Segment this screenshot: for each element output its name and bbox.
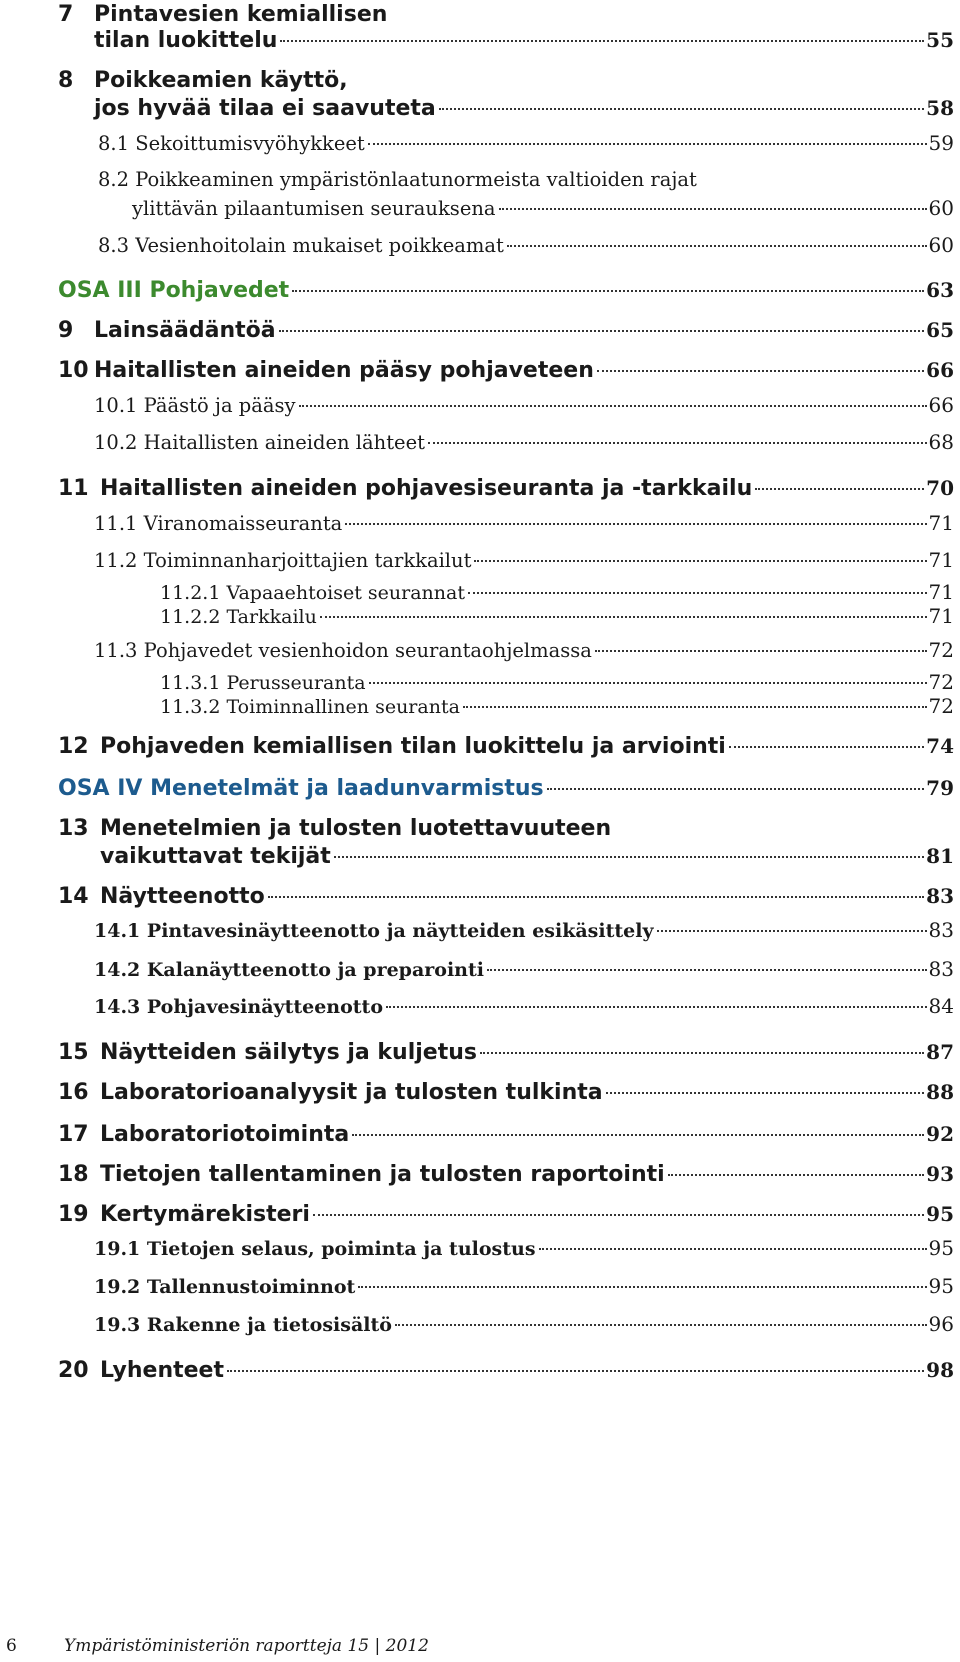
toc-page-number: 74 <box>926 734 954 758</box>
leader-dots <box>755 488 924 490</box>
leader-dots <box>227 1370 924 1372</box>
toc-chapter-title: Kertymärekisteri <box>100 1202 310 1227</box>
toc-entry-8-title: jos hyvää tilaa ei saavuteta <box>94 96 436 121</box>
toc-page-number: 81 <box>926 844 954 868</box>
toc-chapter-title: Lyhenteet <box>100 1358 224 1383</box>
toc-section-title: Pohjavesinäytteenotto <box>146 996 384 1018</box>
toc-chapter-number: 9 <box>58 318 74 343</box>
leader-dots <box>499 208 927 210</box>
toc-page-number: 71 <box>928 580 954 604</box>
toc-page-number: 65 <box>926 318 954 342</box>
toc-entry-16[interactable] <box>58 1080 954 1105</box>
toc-page-number: 70 <box>926 476 954 500</box>
leader-dots <box>439 108 924 110</box>
toc-page-number: 79 <box>926 776 954 800</box>
toc-page-number: 58 <box>926 96 954 120</box>
toc-chapter-number: 19 <box>58 1202 89 1227</box>
toc-page-number: 72 <box>928 694 954 718</box>
leader-dots <box>280 40 924 42</box>
toc-page-number: 88 <box>926 1080 954 1104</box>
toc-section-number: 14.3 <box>94 996 141 1018</box>
leader-dots <box>299 405 927 407</box>
leader-dots <box>468 592 927 594</box>
toc-page-number: 83 <box>926 884 954 908</box>
leader-dots <box>320 616 927 618</box>
toc-section-number: 19.3 <box>94 1314 141 1336</box>
toc-section-number: 8.3 <box>98 234 130 257</box>
toc-entry-14-2[interactable] <box>94 957 954 981</box>
toc-subsection-number: 11.3.1 <box>160 672 221 694</box>
toc-chapter-number: 10 <box>58 358 89 383</box>
toc-page-number: 55 <box>926 28 954 52</box>
toc-entry-11-3-1[interactable] <box>160 670 954 694</box>
leader-dots <box>292 290 924 292</box>
toc-section-title: Kalanäytteenotto ja preparointi <box>146 959 484 981</box>
leader-dots <box>313 1214 924 1216</box>
leader-dots <box>539 1248 927 1250</box>
toc-entry-13-line1: 13 Menetelmien ja tulosten luotettavuuteen <box>58 816 612 841</box>
leader-dots <box>463 706 927 708</box>
toc-section-number: 14.1 <box>94 920 141 942</box>
toc-page-number: 71 <box>928 604 954 628</box>
toc-subsection-title: Perusseuranta <box>226 672 366 694</box>
toc-section-title: Sekoittumisvyöhykkeet <box>135 132 365 155</box>
toc-entry-19-1[interactable] <box>94 1236 954 1260</box>
toc-page-number: 83 <box>928 918 954 942</box>
leader-dots <box>352 1134 924 1136</box>
part-heading: OSA III Pohjavedet <box>58 278 290 303</box>
toc-entry-7-title: tilan luokittelu <box>94 28 278 53</box>
leader-dots <box>547 788 925 790</box>
toc-entry-11-1[interactable] <box>94 511 954 535</box>
toc-section-title: Rakenne ja tietosisältö <box>146 1314 392 1336</box>
part-heading: OSA IV Menetelmät ja laadunvarmistus <box>58 776 544 801</box>
toc-entry-7-line1: 7 Pintavesien kemiallisen <box>58 2 388 27</box>
toc-page-number: 71 <box>928 548 954 572</box>
toc-chapter-number: 17 <box>58 1122 89 1147</box>
toc-entry-17[interactable] <box>58 1122 954 1147</box>
leader-dots <box>386 1006 927 1008</box>
toc-chapter-title: Haitallisten aineiden pohjavesiseuranta ja -tarkkailu <box>100 476 753 501</box>
toc-section-number: 11.2 <box>94 549 138 572</box>
toc-section-title: Tietojen selaus, poiminta ja tulostus <box>146 1238 536 1260</box>
toc-entry-11-2-1[interactable] <box>160 580 954 604</box>
toc-section-title: ylittävän pilaantumisen seurauksena <box>132 197 496 220</box>
leader-dots <box>368 143 927 145</box>
leader-dots <box>668 1174 924 1176</box>
toc-entry-10-1[interactable] <box>94 393 954 417</box>
toc-page-number: 93 <box>926 1162 954 1186</box>
toc-entry-19-3[interactable] <box>94 1312 954 1336</box>
toc-section-title: Toiminnanharjoittajien tarkkailut <box>143 549 472 572</box>
toc-entry-8-line1: 8 Poikkeamien käyttö, <box>58 68 348 93</box>
toc-section-number: 19.1 <box>94 1238 141 1260</box>
toc-page-number: 59 <box>928 131 954 155</box>
leader-dots <box>395 1324 927 1326</box>
toc-chapter-title: Näytteiden säilytys ja kuljetus <box>100 1040 477 1065</box>
leader-dots <box>507 245 927 247</box>
leader-dots <box>345 523 926 525</box>
toc-entry-7[interactable] <box>94 28 954 53</box>
toc-section-number: 11.3 <box>94 639 138 662</box>
toc-chapter-title: Laboratoriotoiminta <box>100 1122 350 1147</box>
toc-subsection-title: Vapaaehtoiset seurannat <box>226 582 465 604</box>
toc-entry-8[interactable] <box>94 96 954 121</box>
toc-subsection-number: 11.3.2 <box>160 696 221 718</box>
toc-entry-11-3-2[interactable] <box>160 694 954 718</box>
toc-entry-14[interactable] <box>58 884 954 909</box>
toc-section-title: Haitallisten aineiden lähteet <box>143 431 425 454</box>
toc-entry-20[interactable] <box>58 1358 954 1383</box>
toc-section-number: 8.1 <box>98 132 130 155</box>
toc-page-number: 95 <box>928 1274 954 1298</box>
footer-publication: Ympäristöministeriön raportteja 15 | 2012 <box>64 1636 429 1656</box>
toc-page-number: 63 <box>926 278 954 302</box>
toc-entry-14-1[interactable] <box>94 918 954 942</box>
toc-chapter-title: Laboratorioanalyysit ja tulosten tulkinta <box>100 1080 603 1105</box>
toc-chapter-number: 12 <box>58 734 89 759</box>
toc-page-number: 72 <box>928 670 954 694</box>
toc-entry-8-1[interactable] <box>98 131 954 155</box>
toc-entry-19-2[interactable] <box>94 1274 954 1298</box>
toc-chapter-title: Näytteenotto <box>100 884 265 909</box>
toc-entry-8-2[interactable] <box>132 196 954 220</box>
toc-section-number: 14.2 <box>94 959 141 981</box>
toc-page-number: 96 <box>928 1312 954 1336</box>
toc-chapter-title: Tietojen tallentaminen ja tulosten raportointi <box>100 1162 665 1187</box>
toc-page-number: 66 <box>926 358 954 382</box>
toc-section-number: 19.2 <box>94 1276 141 1298</box>
toc-entry-8-2-line1: 8.2 Poikkeaminen ympäristönlaatunormeista valtioiden rajat <box>98 168 697 191</box>
footer-page-number: 6 <box>6 1636 17 1656</box>
toc-page-number: 92 <box>926 1122 954 1146</box>
toc-subsection-number: 11.2.2 <box>160 606 221 628</box>
toc-entry-18[interactable] <box>58 1162 954 1187</box>
toc-entry-10-2[interactable] <box>94 430 954 454</box>
toc-chapter-number: 14 <box>58 884 89 909</box>
toc-entry-13[interactable] <box>100 844 954 869</box>
toc-section-number: 10.1 <box>94 394 138 417</box>
toc-page-number: 87 <box>926 1040 954 1064</box>
toc-section-title: Pintavesinäytteenotto ja näytteiden esikäsittely <box>146 920 654 942</box>
leader-dots <box>729 746 924 748</box>
toc-entry-8-3[interactable] <box>98 233 954 257</box>
toc-subsection-number: 11.2.1 <box>160 582 221 604</box>
leader-dots <box>657 930 927 932</box>
toc-page-number: 60 <box>928 196 954 220</box>
toc-chapter-number: 20 <box>58 1358 89 1383</box>
toc-chapter-number: 11 <box>58 476 89 501</box>
toc-entry-14-3[interactable] <box>94 994 954 1018</box>
leader-dots <box>279 330 925 332</box>
toc-chapter-number: 16 <box>58 1080 89 1105</box>
leader-dots <box>595 650 927 652</box>
toc-entry-15[interactable] <box>58 1040 954 1065</box>
toc-page-number: 68 <box>928 430 954 454</box>
toc-section-title: Tallennustoiminnot <box>146 1276 356 1298</box>
toc-entry-12[interactable] <box>58 734 954 759</box>
toc-chapter-title: Lainsäädäntöä <box>94 318 276 343</box>
toc-part-iv[interactable] <box>58 776 954 801</box>
leader-dots <box>428 442 927 444</box>
toc-section-title: Viranomaisseuranta <box>143 512 343 535</box>
leader-dots <box>480 1052 924 1054</box>
toc-entry-19[interactable] <box>58 1202 954 1227</box>
leader-dots <box>606 1092 925 1094</box>
toc-subsection-title: Toiminnallinen seuranta <box>226 696 460 718</box>
leader-dots <box>268 896 924 898</box>
toc-entry-11-3[interactable] <box>94 638 954 662</box>
leader-dots <box>597 370 924 372</box>
toc-section-title: Pohjavedet vesienhoidon seurantaohjelmassa <box>143 639 592 662</box>
page-footer <box>0 1636 960 1662</box>
leader-dots <box>487 969 927 971</box>
toc-page-number: 71 <box>928 511 954 535</box>
toc-entry-10[interactable] <box>58 358 954 383</box>
toc-page-number: 72 <box>928 638 954 662</box>
toc-chapter-title: Pohjaveden kemiallisen tilan luokittelu ja arviointi <box>100 734 726 759</box>
toc-section-number: 11.1 <box>94 512 138 535</box>
toc-page-number: 83 <box>928 957 954 981</box>
toc-entry-11-2[interactable] <box>94 548 954 572</box>
toc-chapter-number: 15 <box>58 1040 89 1065</box>
toc-section-title: Vesienhoitolain mukaiset poikkeamat <box>135 234 504 257</box>
toc-page-number: 60 <box>928 233 954 257</box>
toc-page-number: 84 <box>928 994 954 1018</box>
toc-entry-11[interactable] <box>58 476 954 501</box>
toc-entry-11-2-2[interactable] <box>160 604 954 628</box>
toc-page-number: 95 <box>926 1202 954 1226</box>
toc-section-number: 10.2 <box>94 431 138 454</box>
toc-page-number: 95 <box>928 1236 954 1260</box>
toc-entry-9[interactable] <box>58 318 954 343</box>
toc-page-number: 66 <box>928 393 954 417</box>
toc-section-title: Päästö ja pääsy <box>143 394 296 417</box>
leader-dots <box>334 856 924 858</box>
toc-part-iii[interactable] <box>58 278 954 303</box>
leader-dots <box>358 1286 926 1288</box>
toc-page-number: 98 <box>926 1358 954 1382</box>
leader-dots <box>474 560 926 562</box>
toc-subsection-title: Tarkkailu <box>226 606 317 628</box>
toc-chapter-title: Haitallisten aineiden pääsy pohjaveteen <box>94 358 594 383</box>
toc-chapter-title: vaikuttavat tekijät <box>100 844 331 869</box>
toc-chapter-number: 18 <box>58 1162 89 1187</box>
leader-dots <box>369 682 927 684</box>
